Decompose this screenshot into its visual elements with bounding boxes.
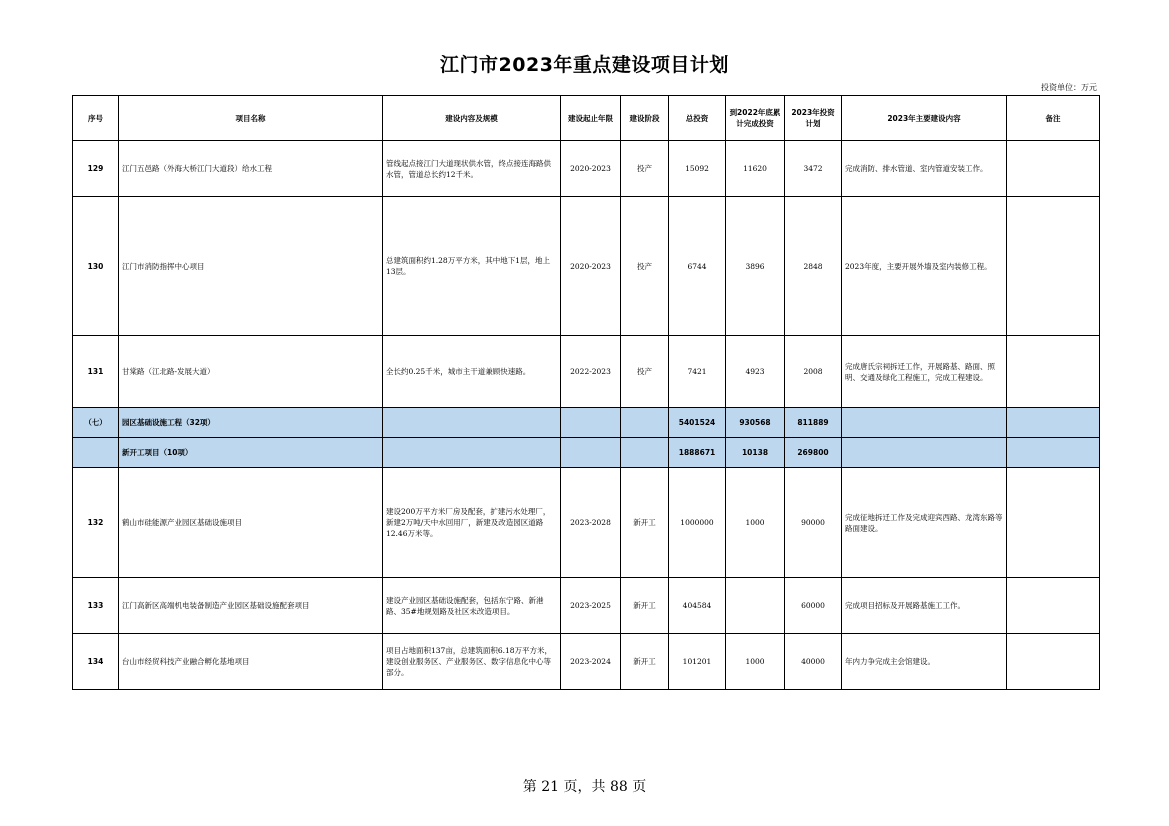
row-content: 建设产业园区基础设施配套，包括东宁路、新港路、35#地规划路及社区未改造项目。 [383, 578, 561, 634]
row-period: 2023-2025 [561, 578, 621, 634]
row-stage: 新开工 [621, 468, 669, 578]
row-content: 全长约0.25千米，城市主干道兼顾快速路。 [383, 336, 561, 408]
row-period: 2023-2028 [561, 468, 621, 578]
table-header-row [73, 96, 1100, 141]
header-stage: 建设阶段 [621, 96, 669, 141]
row-done: 3896 [726, 197, 785, 336]
header-total: 总投资 [669, 96, 726, 141]
header-remark: 备注 [1007, 96, 1100, 141]
row-stage: 新开工 [621, 634, 669, 690]
row-total: 7421 [669, 336, 726, 408]
category-total: 5401524 [669, 408, 726, 438]
row-content: 总建筑面积约1.28万平方米，其中地下1层，地上13层。 [383, 197, 561, 336]
row-plan: 2848 [785, 197, 842, 336]
category-done: 930568 [726, 408, 785, 438]
row-name: 江门高新区高端机电装备制造产业园区基础设施配套项目 [119, 578, 383, 634]
table-row [73, 468, 1100, 578]
row-total: 101201 [669, 634, 726, 690]
row-remark [1007, 468, 1100, 578]
row-done: 1000 [726, 634, 785, 690]
row-period: 2020-2023 [561, 141, 621, 197]
row-total: 15092 [669, 141, 726, 197]
row-content: 管线起点接江门大道现状供水管，终点接连海路供水管，管道总长约12千米。 [383, 141, 561, 197]
row-remark [1007, 197, 1100, 336]
header-main: 2023年主要建设内容 [842, 96, 1007, 141]
row-name: 甘棠路（江北路-发展大道） [119, 336, 383, 408]
category-plan: 811889 [785, 408, 842, 438]
header-name: 项目名称 [119, 96, 383, 141]
table-row [73, 141, 1100, 197]
row-no: 130 [73, 197, 119, 336]
row-plan: 2008 [785, 336, 842, 408]
header-no: 序号 [73, 96, 119, 141]
row-no: 132 [73, 468, 119, 578]
row-remark [1007, 634, 1100, 690]
table-row [73, 578, 1100, 634]
row-period: 2020-2023 [561, 197, 621, 336]
header-content: 建设内容及规模 [383, 96, 561, 141]
row-period: 2023-2024 [561, 634, 621, 690]
project-plan-table [72, 95, 1100, 690]
row-stage: 投产 [621, 197, 669, 336]
row-no: 129 [73, 141, 119, 197]
row-stage: 新开工 [621, 578, 669, 634]
row-name: 江门五邑路（外海大桥江门大道段）给水工程 [119, 141, 383, 197]
row-remark [1007, 141, 1100, 197]
header-period: 建设起止年限 [561, 96, 621, 141]
row-stage: 投产 [621, 141, 669, 197]
row-content: 项目占地面积137亩，总建筑面积6.18万平方米，建设创业服务区、产业服务区、数字信息化中心等部分。 [383, 634, 561, 690]
table-row [73, 634, 1100, 690]
subcategory-no [73, 438, 119, 468]
row-total: 404584 [669, 578, 726, 634]
row-name: 台山市经贸科技产业融合孵化基地项目 [119, 634, 383, 690]
row-remark [1007, 578, 1100, 634]
table-row [73, 336, 1100, 408]
subcategory-name: 新开工项目（10项） [119, 438, 383, 468]
row-main: 年内力争完成主会馆建设。 [842, 634, 1007, 690]
header-done: 到2022年底累计完成投资 [726, 96, 785, 141]
row-plan: 90000 [785, 468, 842, 578]
row-no: 133 [73, 578, 119, 634]
row-name: 江门市消防指挥中心项目 [119, 197, 383, 336]
row-plan: 40000 [785, 634, 842, 690]
subcategory-total: 1888671 [669, 438, 726, 468]
row-main: 完成消防、排水管道、室内管道安装工作。 [842, 141, 1007, 197]
subcategory-done: 10138 [726, 438, 785, 468]
header-plan: 2023年投资计划 [785, 96, 842, 141]
page-footer: 第 21 页，共 88 页 [522, 779, 647, 795]
row-no: 134 [73, 634, 119, 690]
row-done: 11620 [726, 141, 785, 197]
row-name: 鹤山市硅能源产业园区基础设施项目 [119, 468, 383, 578]
row-main: 完成项目招标及开展路基施工工作。 [842, 578, 1007, 634]
row-content: 建设200万平方米厂房及配套，扩建污水处理厂，新建2万吨/天中水回用厂，新建及改造园区道路12.46万米等。 [383, 468, 561, 578]
row-main: 完成唐氏宗祠拆迁工作，开展路基、路面、照明、交通及绿化工程施工，完成工程建设。 [842, 336, 1007, 408]
row-done: 4923 [726, 336, 785, 408]
row-remark [1007, 336, 1100, 408]
row-no: 131 [73, 336, 119, 408]
row-plan: 60000 [785, 578, 842, 634]
row-period: 2022-2023 [561, 336, 621, 408]
category-name: 园区基础设施工程（32项） [119, 408, 383, 438]
row-main: 2023年度，主要开展外墙及室内装修工程。 [842, 197, 1007, 336]
row-done [726, 578, 785, 634]
category-no: （七） [73, 408, 119, 438]
category-row [73, 408, 1100, 438]
row-done: 1000 [726, 468, 785, 578]
row-total: 6744 [669, 197, 726, 336]
table-row [73, 197, 1100, 336]
page-title: 江门市2023年重点建设项目计划 [440, 54, 729, 76]
row-main: 完成征地拆迁工作及完成迎宾西路、龙湾东路等路面建设。 [842, 468, 1007, 578]
subcategory-row [73, 438, 1100, 468]
subcategory-plan: 269800 [785, 438, 842, 468]
investment-unit: 投资单位：万元 [1041, 83, 1097, 92]
row-plan: 3472 [785, 141, 842, 197]
row-stage: 投产 [621, 336, 669, 408]
row-total: 1000000 [669, 468, 726, 578]
